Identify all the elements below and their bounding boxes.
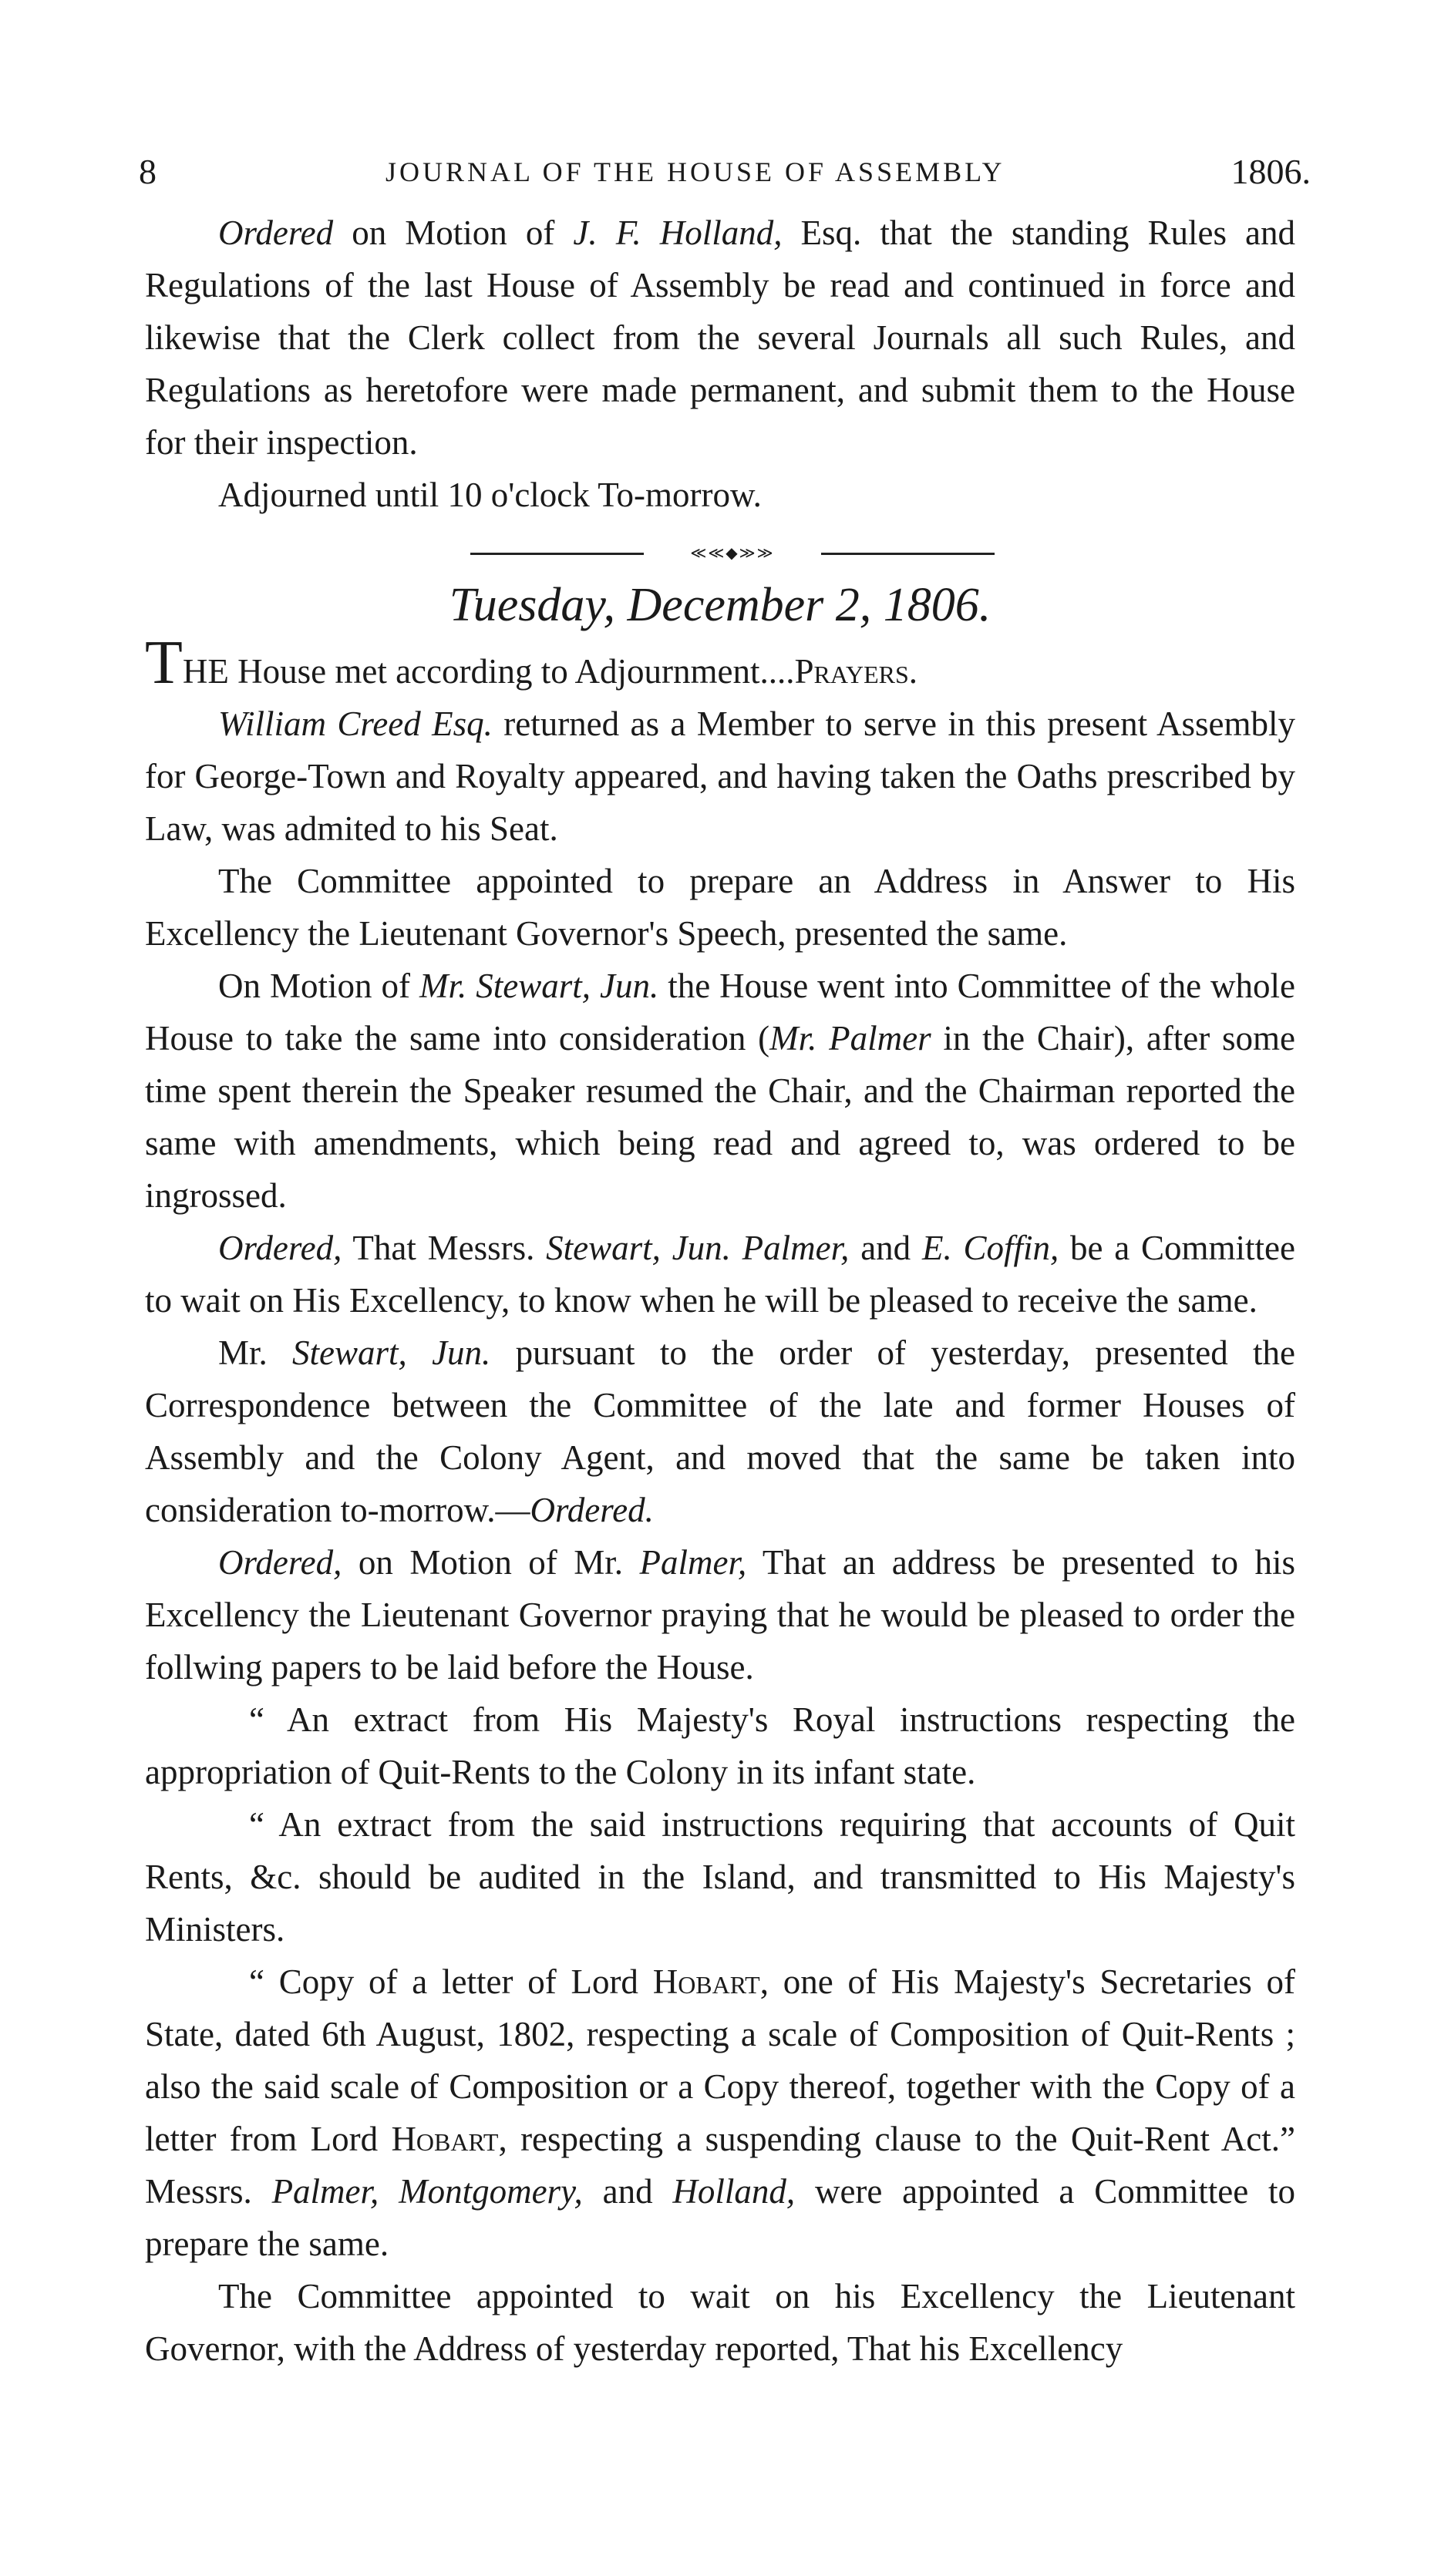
paragraph-text: “ Copy of a letter of Lord: [249, 1962, 653, 2001]
date-heading: Tuesday, December 2, 1806.: [449, 579, 992, 631]
member-name: Palmer,: [639, 1543, 747, 1582]
member-name: J. F. Holland,: [573, 214, 783, 252]
member-name: Mr. Stewart, Jun.: [419, 967, 659, 1005]
paragraph-text: and: [849, 1229, 922, 1267]
member-name: Stewart, Jun.: [292, 1333, 491, 1372]
paragraph-text: Mr.: [218, 1333, 293, 1372]
paragraph-text: on Motion of: [333, 214, 574, 252]
member-name: Palmer, Montgomery,: [271, 2172, 583, 2211]
header-year: 1806.: [1231, 152, 1311, 191]
adjournment-line: Adjourned until 10 o'clock To-morrow.: [218, 476, 762, 514]
paragraph-text: HE House met according to Adjournment....: [182, 652, 795, 691]
member-name: Stewart, Jun. Palmer,: [546, 1229, 850, 1267]
lord-name: Hobart: [391, 2120, 499, 2158]
paragraph-creed: [145, 698, 1295, 855]
paragraph-text: , respecting a suspending clause to the Quit-Rent Act.” Messrs.: [145, 2120, 1296, 2211]
ornamental-divider: [470, 546, 995, 561]
paragraph-text: That Messrs.: [342, 1229, 547, 1267]
paragraph-text: in the Chair), after some time spent therein the Speaker resumed the Chair, and the Chairman reported the same with amendments, which being read and agreed to, was ordered to be ingrossed.: [145, 1019, 1295, 1215]
paragraph-committee-address: The Committee appointed to prepare an Address in Answer to His Excellency the Lieutenant Governor's Speech, presented the same.: [145, 862, 1295, 953]
prayers-label: Prayers.: [794, 652, 918, 691]
section-december-1: [145, 207, 1295, 521]
paragraph-text: and: [582, 2172, 673, 2211]
paragraph-text: were appointed a Committee to prepare the same.: [145, 2172, 1295, 2263]
ordered-label: Ordered,: [218, 1229, 342, 1267]
paragraph-correspondence: [145, 1327, 1295, 1536]
running-title: JOURNAL OF THE HOUSE OF ASSEMBLY: [386, 156, 1005, 187]
paragraph-text: pursuant to the order of yesterday, presented the Correspondence between the Committee of the late and former Houses of Assembly and the Colony Agent, and moved that the same be taken into consideration to-morrow.—: [145, 1333, 1295, 1529]
page-number: 8: [139, 152, 157, 191]
paragraph-text: That an address be presented to his Excellency the Lieutenant Governor praying that he would be pleased to order the follwing papers to be laid before the House.: [145, 1543, 1295, 1687]
paragraph-motion-stewart: [145, 960, 1295, 1222]
paragraph-address-palmer: [145, 1536, 1295, 1693]
divider-ornament: ≪≪◆≫≫: [644, 546, 821, 561]
paragraph-standing-rules: [145, 207, 1295, 469]
member-name: Mr. Palmer: [769, 1019, 931, 1058]
drop-cap: T: [145, 629, 183, 697]
paragraph-ordered-committee: [145, 1222, 1295, 1327]
paragraph-committee-report: The Committee appointed to wait on his Excellency the Lieutenant Governor, with the Address of yesterday reported, That his Excellency: [145, 2277, 1295, 2368]
ordered-label: Ordered,: [218, 1543, 342, 1582]
lord-name: Hobart: [652, 1962, 760, 2001]
member-name: William Creed Esq.: [218, 705, 493, 743]
paragraph-text: , one of His Majesty's Secretaries of State, dated 6th August, 1802, respecting a scale of Composition of Quit-Rents ; also the said scale of Composition or a Copy thereof, together with the Copy of a letter from Lord: [145, 1962, 1296, 2158]
paragraph-text: be a Committee to wait on His Excellency, to know when he will be pleased to receive the same.: [145, 1229, 1296, 1320]
ordered-label: Ordered.: [530, 1491, 654, 1529]
member-name: Holland,: [672, 2172, 796, 2211]
page-header: [139, 151, 1311, 205]
paragraph-house-met: [145, 629, 1295, 698]
paragraph-text: on Motion of Mr.: [342, 1543, 640, 1582]
paragraph-text: returned as a Member to serve in this present Assembly for George-Town and Royalty appeared, and having taken the Oaths prescribed by Law, was admited to his Seat.: [145, 705, 1295, 848]
ordered-label: Ordered: [218, 214, 334, 252]
quoted-item-audit: “ An extract from the said instructions requiring that accounts of Quit Rents, &c. should be audited in the Island, and transmitted to His Majesty's Ministers.: [145, 1805, 1295, 1949]
paragraph-text: On Motion of: [218, 967, 419, 1005]
paragraph-text: Esq. that the standing Rules and Regulations of the last House of Assembly be read and continued in force and likewise that the Clerk collect from the several Journals all such Rules, and Regulations as heretofore were made permanent, and submit them to the House for their inspection.: [145, 214, 1295, 462]
section-december-2: [145, 629, 1296, 2375]
member-name: E. Coffin,: [921, 1229, 1059, 1267]
quoted-item-royal-instructions: “ An extract from His Majesty's Royal instructions respecting the appropriation of Quit-Rents to the Colony in its infant state.: [145, 1700, 1295, 1791]
quoted-item-hobart-letter: [145, 1956, 1295, 2270]
paragraph-text: the House went into Committee of the whole House to take the same into consideration (: [145, 967, 1296, 1058]
